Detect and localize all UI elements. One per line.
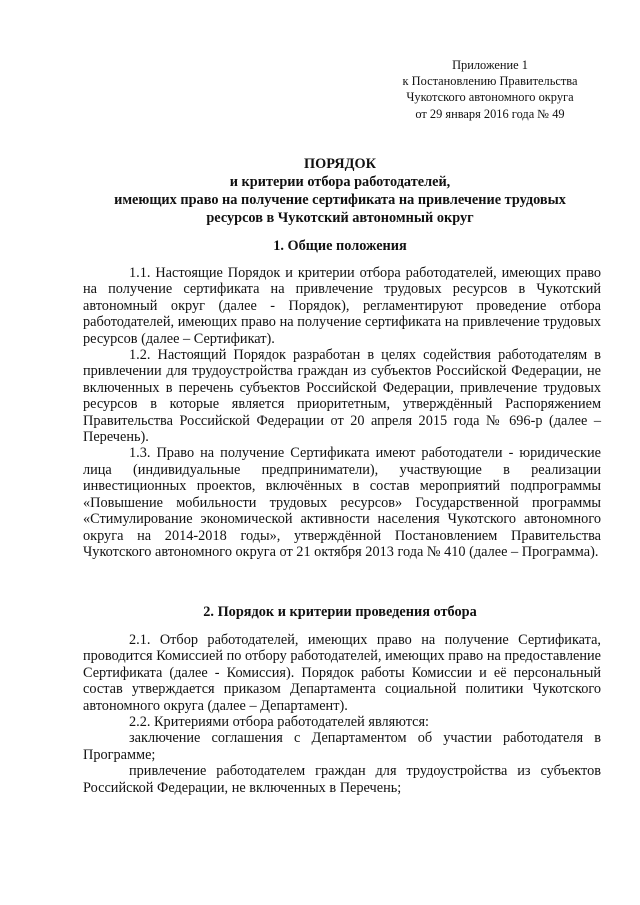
section-2-heading: 2. Порядок и критерии проведения отбора	[203, 604, 477, 620]
paragraph: 2.1. Отбор работодателей, имеющих право на получение Сертификата, проводится Комиссией по отбору работодателей, имеющих право на предоставление Сертификата (далее - Комиссия). Порядок работы Комиссии и её персональный состав утверждается приказом Департамента социальной политики Чукотского автономного округа (далее – Департамент).	[83, 632, 601, 714]
paragraph: 1.1. Настоящие Порядок и критерии отбора работодателей, имеющих право на получение сертификата на привлечение трудовых ресурсов в Чукотский автономный округ (далее - Порядок), регламентируют проведение отбора работодателей, имеющих право на получение сертификата на привлечение трудовых ресурсов (далее – Сертификат).	[83, 265, 601, 347]
appendix-line: к Постановлению Правительства	[402, 74, 578, 89]
document-title	[80, 155, 600, 227]
appendix-line: от 29 января 2016 года № 49	[415, 106, 565, 121]
paragraph: 1.3. Право на получение Сертификата имеют работодатели - юридические лица (индивидуальные предприниматели), участвующие в реализации инвестиционных проектов, включённых в состав мероприятий подпрограммы «Повышение мобильности трудовых ресурсов» Государственной программы «Стимулирование экономической активности населения Чукотского автономного округа на 2014-2018 годы», утверждённой Постановлением Правительства Чукотского автономного округа от 21 октября 2013 года № 410 (далее – Программа).	[83, 445, 601, 560]
appendix-line: Приложение 1	[452, 58, 528, 72]
paragraph: 1.2. Настоящий Порядок разработан в целях содействия работодателям в привлечении для трудоустройства граждан из субъектов Российской Федерации, не включенных в перечень субъектов Российской Федерации, привлечение трудовых ресурсов в которые является приоритетным, утверждённый Распоряжением Правительства Российской Федерации от 20 апреля 2015 года № 696-р (далее – Перечень).	[83, 347, 601, 446]
appendix-note	[395, 57, 585, 122]
section-1-body	[83, 265, 601, 560]
paragraph: заключение соглашения с Департаментом об участии работодателя в Программе;	[83, 730, 601, 763]
appendix-line: Чукотского автономного округа	[406, 90, 574, 105]
title-line: и критерии отбора работодателей,	[229, 174, 451, 190]
paragraph: привлечение работодателем граждан для трудоустройства из субъектов Российской Федерации, не включенных в Перечень;	[83, 763, 601, 796]
title-line: ресурсов в Чукотский автономный округ	[206, 210, 474, 226]
paragraph: 2.2. Критериями отбора работодателей являются:	[129, 714, 430, 731]
section-1-heading: 1. Общие положения	[273, 238, 407, 254]
title-line: имеющих право на получение сертификата на привлечение трудовых	[114, 192, 566, 208]
title-line: ПОРЯДОК	[304, 156, 376, 172]
section-2-body	[83, 632, 601, 796]
